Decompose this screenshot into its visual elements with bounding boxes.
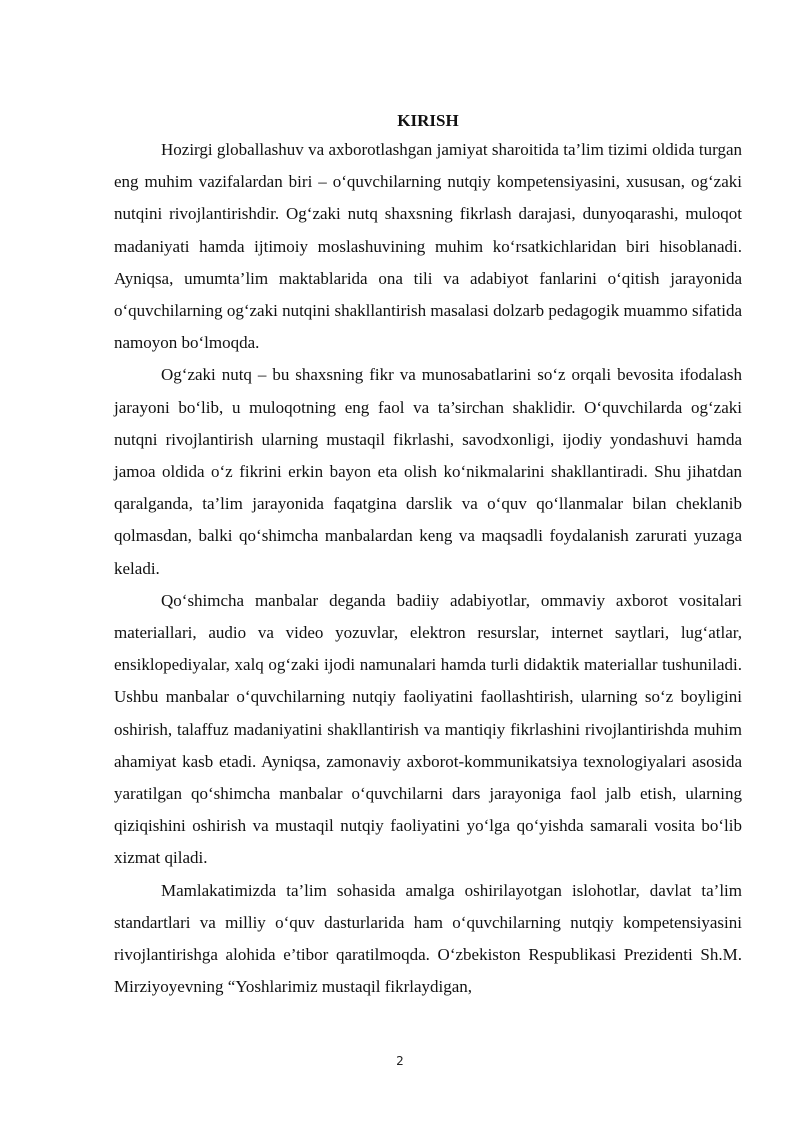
paragraph-2: Og‘zaki nutq – bu shaxsning fikr va munosabatlarini so‘z orqali bevosita ifodalash jarayoni bo‘lib, u muloqotning eng faol va ta’sirchan shaklidir. O‘quvchilarda og‘zaki nutqni rivojlantirish ularning mustaqil fikrlashi, savodxonligi, ijodiy yondashuvi hamda jamoa oldida o‘z fikrini erkin bayon eta olish ko‘nikmalarini shakllantiradi. Shu jihatdan qaralganda, ta’lim jarayonida faqatgina darslik va o‘quv qo‘llanmalar bilan cheklanib qolmasdan, balki qo‘shimcha manbalardan keng va maqsadli foydalanish zarurati yuzaga keladi. — [114, 365, 742, 578]
paragraph-3: Qo‘shimcha manbalar deganda badiiy adabiyotlar, ommaviy axborot vositalari materiallari, audio va video yozuvlar, elektron resurslar, internet saytlari, lug‘atlar, ensiklopediyalar, xalq og‘zaki ijodi namunalari hamda turli didaktik materiallar tushuniladi. Ushbu manbalar o‘quvchilarning nutqiy faoliyatini faollashtirish, ularning so‘z boyligini oshirish, talaffuz madaniyatini shakllantirish va mantiqiy fikrlashini rivojlantirishda muhim ahamiyat kasb etadi. Ayniqsa, zamonaviy axborot-kommunikatsiya texnologiyalari asosida yaratilgan qo‘shimcha manbalar o‘quvchilarni dars jarayoniga faol jalb etish, ularning qiziqishini oshirish va mustaqil nutqiy faoliyatini yo‘lga qo‘yishda samarali vosita bo‘lib xizmat qiladi. — [114, 590, 742, 868]
paragraph-4: Mamlakatimizda ta’lim sohasida amalga oshirilayotgan islohotlar, davlat ta’lim standartlari va milliy o‘quv dasturlarida ham o‘quvchilarning nutqiy kompetensiyasini rivojlantirishga alohida e’tibor qaratilmoqda. O‘zbekiston Respublikasi Prezidenti Sh.M. Mirziyoyevning “Yoshlarimiz mustaqil fikrlaydigan, — [114, 880, 742, 997]
section-heading: KIRISH — [397, 111, 459, 130]
page-content — [114, 108, 742, 1003]
page-number: 2 — [396, 1054, 404, 1068]
paragraph-1: Hozirgi globallashuv va axborotlashgan jamiyat sharoitida ta’lim tizimi oldida turgan eng muhim vazifalardan biri – o‘quvchilarning nutqiy kompetensiyasini, xususan, og‘zaki nutqini rivojlantirishdir. Og‘zaki nutq shaxsning fikrlash darajasi, dunyoqarashi, muloqot madaniyati hamda ijtimoiy moslashuvining muhim ko‘rsatkichlaridan biri hisoblanadi. Ayniqsa, umumta’lim maktablarida ona tili va adabiyot fanlarini o‘qitish jarayonida o‘quvchilarning og‘zaki nutqini shakllantirish masalasi dolzarb pedagogik muammo sifatida namoyon bo‘lmoqda. — [114, 140, 742, 353]
